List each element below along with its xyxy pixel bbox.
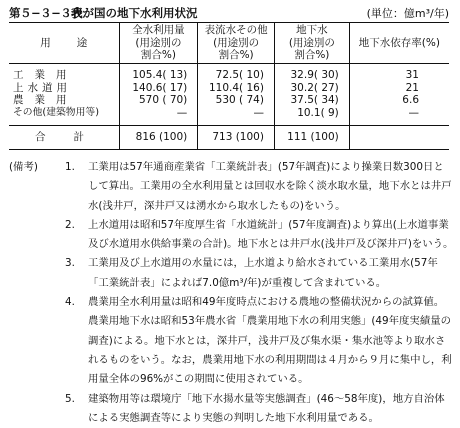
- cell-dependency: —: [408, 106, 419, 119]
- cell-total: 570 ( 70): [119, 94, 198, 107]
- note-text: 建築物用等は環境庁「地下水揚水量等実態調査」(46〜58年度)，地方自治体による実態調査等により実態の判明した地下水利用量である。: [88, 392, 445, 424]
- cell-surface: 110.4( 16): [198, 82, 275, 95]
- col-dependency: 地下水依存率(%): [349, 23, 449, 64]
- total-groundwater: 111 (100): [274, 126, 349, 150]
- col-ground-line1: 地下水: [296, 24, 328, 37]
- note-number: 2.: [65, 218, 75, 231]
- row-label: 工業用: [9, 64, 119, 82]
- cell-dependency: 6.6: [402, 94, 419, 106]
- table-header-row: [9, 23, 449, 64]
- table-title: 我が国の地下水利用状況: [71, 6, 198, 20]
- row-label: 上水道用: [9, 82, 119, 95]
- row-label: その他(建築物用等): [9, 107, 119, 126]
- note-number: 5.: [65, 392, 75, 405]
- cell-dependency: 31: [405, 69, 419, 81]
- total-total: 816 (100): [119, 126, 198, 150]
- col-surface-line1: 表流水その他: [204, 24, 268, 37]
- col-ground-line2: (用途別の: [288, 36, 335, 49]
- col-surface-line2: (用途別の: [213, 36, 260, 49]
- note-text: 上水道用は昭和57年度厚生省「水道統計」(57年度調査)より算出(上水道事業及び水道用水供給事業の合計)。地下水とは井戸水(浅井戸及び深井戸)をいう。: [88, 218, 454, 251]
- col-surface: [198, 23, 275, 64]
- cell-total: 140.6( 17): [119, 82, 198, 95]
- table-row: [9, 64, 449, 82]
- table-number: 第５−３−３表: [9, 6, 83, 20]
- cell-groundwater: 37.5( 34): [274, 94, 349, 107]
- table-row: [9, 82, 449, 95]
- col-groundwater: [274, 23, 349, 64]
- col-total-line3: 割合%): [140, 49, 176, 62]
- total-label: 合計: [9, 126, 119, 150]
- row-label: 農業用: [9, 94, 119, 107]
- col-surface-line3: 割合%): [218, 49, 254, 62]
- total-dependency: [349, 126, 449, 150]
- cell-groundwater: 10.1( 9): [274, 107, 349, 126]
- notes: [9, 158, 454, 428]
- note-item: [9, 390, 454, 428]
- note-text: 工業用及び上水道用の水量には，上水道より給水されている工業用水(57年「工業統計表」によれば7.0億m³/年)が重複して含まれている。: [88, 257, 438, 289]
- cell-surface: 530 ( 74): [198, 94, 275, 107]
- cell-total: —: [119, 107, 198, 126]
- col-use: 用途: [9, 23, 119, 64]
- cell-surface: —: [198, 107, 275, 126]
- note-item: [9, 216, 454, 255]
- title-row: [9, 5, 449, 23]
- cell-groundwater: 30.2( 27): [274, 82, 349, 95]
- note-number: 1.: [65, 161, 75, 173]
- table-row: [9, 94, 449, 107]
- note-item: [9, 158, 454, 216]
- cell-total: 105.4( 13): [119, 64, 198, 82]
- cell-groundwater: 32.9( 30): [274, 64, 349, 82]
- table-row: [9, 107, 449, 126]
- total-surface: 713 (100): [198, 126, 275, 150]
- note-item: [9, 254, 454, 293]
- cell-surface: 72.5( 10): [198, 64, 275, 82]
- note-text: 工業用は57年通商産業省「工業統計表」(57年調査)により操業日数300日として算出。工業用の全水利用量とは回収水を除く淡水取水量，地下水とは井戸水(浅井戸，深井戸又は湧水から取水したもの)をいう。: [88, 161, 452, 212]
- total-row: [9, 126, 449, 150]
- cell-dependency: 21: [405, 81, 419, 94]
- groundwater-table: [9, 22, 449, 150]
- col-total: [119, 23, 198, 64]
- col-ground-line3: 割合%): [294, 49, 330, 62]
- note-number: 4.: [65, 296, 75, 309]
- col-total-line2: (用途別の: [135, 36, 182, 49]
- note-text: 農業用全水利用量は昭和49年度時点における農地の整備状況からの試算値。農業用地下水は昭和53年農水省「農業用地下水の利用実態」(49年度実績量の調査)による。地下水とは，深井戸，浅井戸及び集水渠・集水池等より取水されるものをいう。なお，農業用地下水の利用期間は４月から９月に集中し，利用量全体の96%がこの期間に使用されている。: [88, 296, 452, 386]
- note-number: 3.: [65, 257, 75, 270]
- notes-label: (備考): [9, 161, 38, 173]
- note-item: [9, 293, 454, 389]
- unit-label: (単位：億m³/年): [366, 7, 449, 20]
- col-total-line1: 全水利用量: [132, 24, 185, 37]
